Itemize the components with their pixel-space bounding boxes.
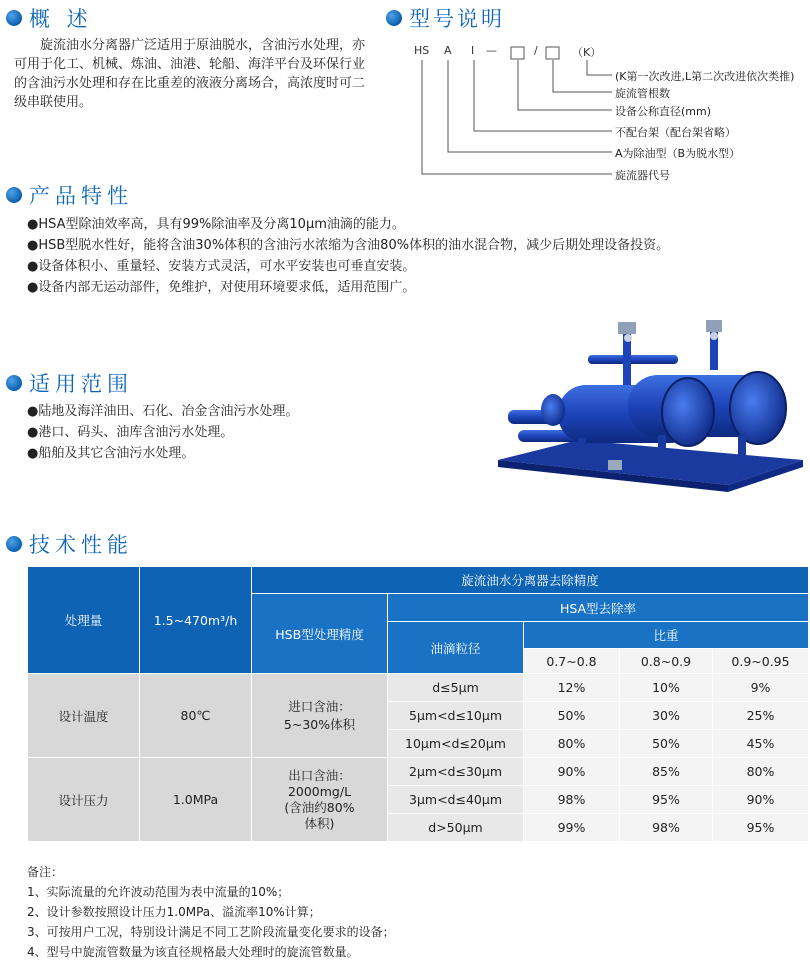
model-code-hs: HS bbox=[414, 44, 430, 57]
rate-cell: 90% bbox=[713, 786, 809, 814]
separator-equipment-image bbox=[478, 300, 808, 495]
model-desc-frame: 不配台架（配台架省略） bbox=[615, 126, 736, 139]
table-row bbox=[28, 758, 809, 786]
droplet-size: d≤5μm bbox=[388, 674, 524, 702]
model-desc-k: (K第一次改进,L第二次改进依次类推) bbox=[615, 70, 795, 83]
model-desc-type: A为除油型（B为脱水型） bbox=[615, 147, 741, 160]
droplet-header: 油滴粒径 bbox=[388, 622, 524, 674]
pressure-value: 1.0MPa bbox=[140, 758, 252, 842]
model-diagram bbox=[412, 44, 807, 184]
rate-cell: 10% bbox=[620, 674, 713, 702]
model-code-a: A bbox=[444, 44, 452, 57]
model-desc-diameter: 设备公称直径(mm) bbox=[615, 105, 712, 118]
capacity-label: 处理量 bbox=[28, 567, 140, 674]
bullet-icon bbox=[6, 375, 22, 391]
notes-title: 备注： bbox=[27, 865, 64, 879]
droplet-size: 5μm<d≤10μm bbox=[388, 702, 524, 730]
scope-item: ●船舶及其它含油污水处理。 bbox=[27, 446, 195, 461]
feature-item: ●HSB型脱水性好，能将含油30%体积的含油污水浓缩为含油80%体积的油水混合物，减少后期处理设备投资。 bbox=[27, 238, 670, 253]
model-desc-code: 旋流器代号 bbox=[615, 169, 670, 182]
rate-cell: 50% bbox=[524, 702, 620, 730]
rate-cell: 30% bbox=[620, 702, 713, 730]
note-item: 1、实际流量的允许波动范围为表中流量的10%； bbox=[27, 885, 290, 899]
rate-cell: 85% bbox=[620, 758, 713, 786]
temp-label: 设计温度 bbox=[28, 674, 140, 758]
rate-cell: 80% bbox=[713, 758, 809, 786]
rate-cell: 90% bbox=[524, 758, 620, 786]
model-code-slash: / bbox=[534, 44, 538, 57]
feature-item: ●HSA型除油效率高，具有99%除油率及分离10μm油滴的能力。 bbox=[27, 217, 405, 232]
temp-value: 80℃ bbox=[140, 674, 252, 758]
outlet-oil: 出口含油： 2000mg/L (含油约80% 体积) bbox=[252, 758, 388, 842]
model-heading: 型号说明 bbox=[386, 5, 505, 31]
inlet-oil: 进口含油： 5~30%体积 bbox=[252, 674, 388, 758]
notes-block bbox=[27, 862, 395, 961]
bullet-icon bbox=[6, 10, 22, 26]
gravity-col: 0.8~0.9 bbox=[620, 649, 713, 674]
scope-list bbox=[27, 401, 298, 464]
gravity-col: 0.9~0.95 bbox=[713, 649, 809, 674]
note-item: 2、设计参数按照设计压力1.0MPa、溢流率10%计算； bbox=[27, 905, 321, 919]
overview-heading: 概 述 bbox=[6, 5, 93, 31]
feature-item: ●设备体积小、重量轻、安装方式灵活，可水平安装也可垂直安装。 bbox=[27, 259, 416, 274]
bullet-icon bbox=[6, 536, 22, 552]
hsb-header: HSB型处理精度 bbox=[252, 594, 388, 674]
model-code-i: I bbox=[471, 44, 475, 57]
scope-item: ●陆地及海洋油田、石化、冶金含油污水处理。 bbox=[27, 404, 299, 419]
model-desc-tubes: 旋流管根数 bbox=[615, 87, 670, 100]
hsa-header: HSA型去除率 bbox=[388, 594, 809, 622]
rate-cell: 25% bbox=[713, 702, 809, 730]
rate-cell: 99% bbox=[524, 814, 620, 842]
gravity-header: 比重 bbox=[524, 622, 809, 649]
capacity-value: 1.5~470m³/h bbox=[140, 567, 252, 674]
model-code-dash: — bbox=[486, 44, 497, 57]
rate-cell: 98% bbox=[620, 814, 713, 842]
droplet-size: 2μm<d≤30μm bbox=[388, 758, 524, 786]
droplet-size: 10μm<d≤20μm bbox=[388, 730, 524, 758]
gravity-col: 0.7~0.8 bbox=[524, 649, 620, 674]
pressure-label: 设计压力 bbox=[28, 758, 140, 842]
rate-cell: 9% bbox=[713, 674, 809, 702]
rate-cell: 50% bbox=[620, 730, 713, 758]
rate-cell: 95% bbox=[713, 814, 809, 842]
tech-heading: 技术性能 bbox=[6, 531, 133, 557]
droplet-size: d>50μm bbox=[388, 814, 524, 842]
overview-text: 旋流油水分离器广泛适用于原油脱水，含油污水处理，亦可用于化工、机械、炼油、油港、轮船、海洋平台及环保行业的含油污水处理和存在比重差的液液分离场合，高浓度时可二级串联使用。 bbox=[14, 38, 366, 110]
rate-cell: 95% bbox=[620, 786, 713, 814]
scope-heading: 适用范围 bbox=[6, 370, 133, 396]
features-list bbox=[27, 214, 669, 298]
droplet-size: 3μm<d≤40μm bbox=[388, 786, 524, 814]
bullet-icon bbox=[6, 187, 22, 203]
note-item: 3、可按用户工况，特别设计满足不同工艺阶段流量变化要求的设备； bbox=[27, 925, 395, 939]
features-heading: 产品特性 bbox=[6, 182, 133, 208]
rate-cell: 98% bbox=[524, 786, 620, 814]
tech-spec-table bbox=[27, 566, 809, 842]
rate-cell: 12% bbox=[524, 674, 620, 702]
scope-item: ●港口、码头、油库含油污水处理。 bbox=[27, 425, 234, 440]
rate-cell: 45% bbox=[713, 730, 809, 758]
precision-header: 旋流油水分离器去除精度 bbox=[252, 567, 809, 594]
bullet-icon bbox=[386, 10, 402, 26]
model-code-k: （K） bbox=[572, 46, 602, 59]
rate-cell: 80% bbox=[524, 730, 620, 758]
feature-item: ●设备内部无运动部件，免维护，对使用环境要求低，适用范围广。 bbox=[27, 280, 416, 295]
table-row bbox=[28, 674, 809, 702]
model-connector-lines bbox=[412, 44, 807, 184]
note-item: 4、型号中旋流管数量为该直径规格最大处理时的旋流管数量。 bbox=[27, 945, 359, 959]
